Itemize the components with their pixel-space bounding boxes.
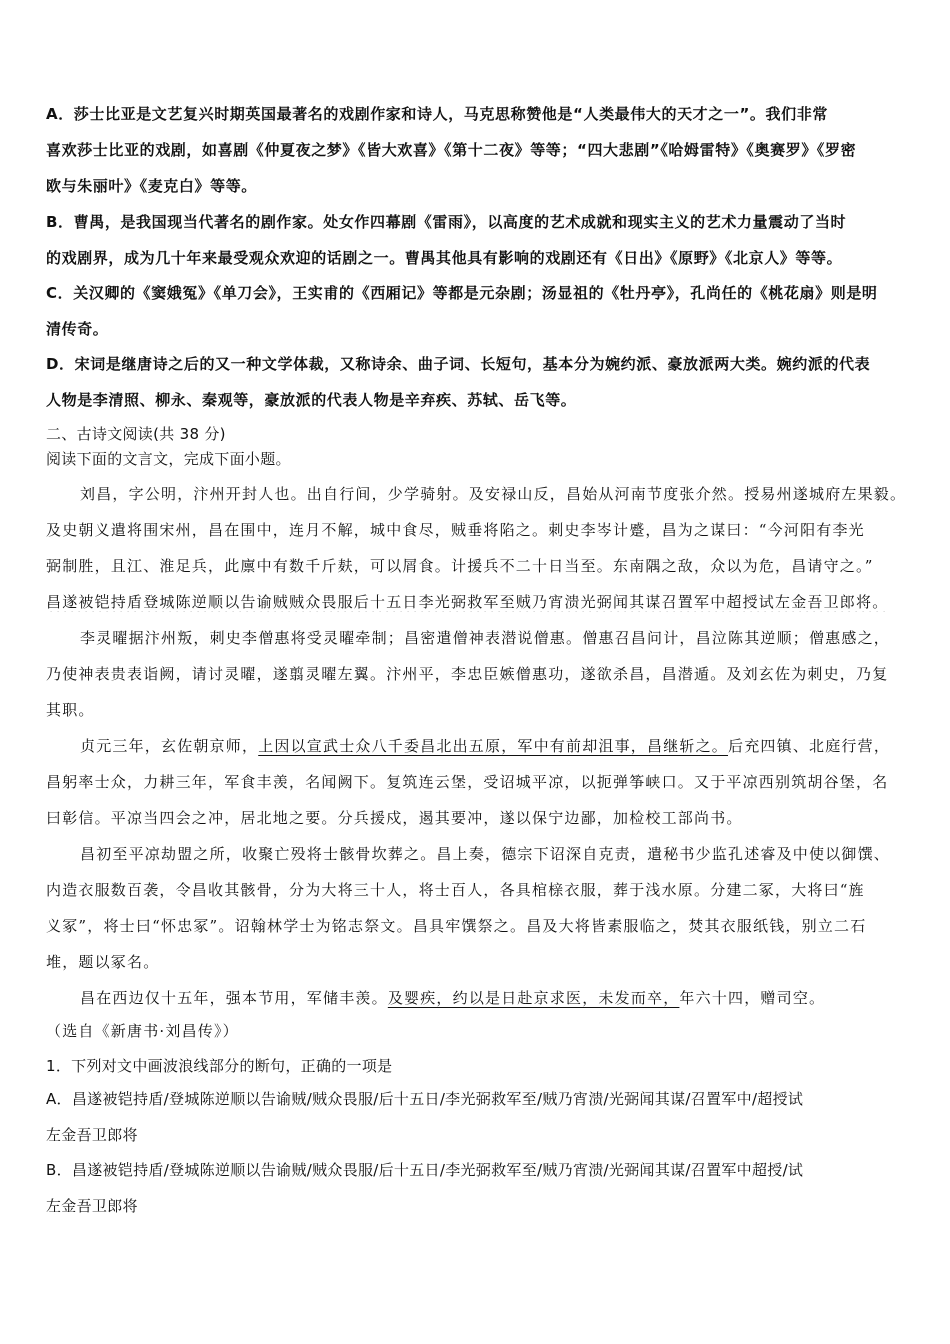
option-a-line-1: A．莎士比亚是文艺复兴时期英国最著名的戏剧作家和诗人，马克思称赞他是“人类最伟大的天才之一”。我们非常: [46, 105, 828, 123]
question-1-option-a-line-2: 左金吾卫郎将: [46, 1126, 138, 1144]
option-d-line-1: D．宋词是继唐诗之后的又一种文学体裁，又称诗余、曲子词、长短句，基本分为婉约派、豪放派两大类。婉约派的代表: [46, 355, 871, 373]
question-1-stem: 1．下列对文中画波浪线部分的断句，正确的一项是: [46, 1057, 393, 1075]
passage-p5-line-1-a: 昌在西边仅十五年，强本节用，军储丰羡。: [80, 989, 388, 1007]
passage-p3-line-1-a: 贞元三年，玄佐朝京师，: [80, 737, 259, 755]
passage-p4-line-1: 昌初至平凉劫盟之所，收聚亡殁将士骸骨坎葬之。昌上奏，德宗下诏深自克责，遣秘书少监孔述睿及中使以御馔、: [80, 845, 891, 863]
section-title: 二、古诗文阅读(共 38 分): [46, 425, 226, 443]
question-1-option-a-line-1: A．昌遂被铠持盾/登城陈逆顺以告谕贼/贼众畏服/后十五日/李光弼救军至/贼乃宵溃/光弼闻其谋/召置军中/超授试: [46, 1090, 804, 1108]
option-b-line-2: 的戏剧界，成为几十年来最受观众欢迎的话剧之一。曹禺其他具有影响的戏剧还有《日出》《原野》《北京人》等等。: [46, 249, 843, 267]
wavy-underlined-text: 昌遂被铠持盾登城陈逆顺以告谕贼贼众畏服后十五日李光弼救军至贼乃宵溃光弼闻其谋召置军中超授试左金吾卫郎将。: [46, 593, 889, 611]
passage-p1-line-4-wavy: [46, 591, 912, 612]
passage-p1-line-2: 及史朝义遣将围宋州，昌在围中，连月不解，城中食尽，贼垂将陷之。刺史李岑计蹙，昌为之谋曰：“今河阳有李光: [46, 521, 865, 539]
passage-p2-line-1: 李灵曜据汴州叛，刺史李僧惠将受灵曜牵制；昌密遣僧神表潜说僧惠。僧惠召昌问计，昌泣陈其逆顺；僧惠感之，: [80, 629, 891, 647]
passage-p1-line-1: 刘昌，字公明，汴州开封人也。出自行间，少学骑射。及安禄山反，昌始从河南节度张介然。授易州遂城府左果毅。: [80, 485, 907, 503]
section-instruction: 阅读下面的文言文，完成下面小题。: [46, 450, 291, 468]
passage-source: （选自《新唐书·刘昌传》）: [46, 1022, 239, 1040]
option-a-line-3: 欧与朱丽叶》《麦克白》等等。: [46, 177, 257, 195]
question-1-option-b-line-1: B．昌遂被铠持盾/登城陈逆顺以告谕贼/贼众畏服/后十五日/李光弼救军至/贼乃宵溃/光弼闻其谋/召置军中超授/试: [46, 1161, 804, 1179]
passage-p3-line-3: 曰彰信。平凉当四会之冲，居北地之要。分兵援戍，遏其要冲，遂以保宁边鄙，加检校工部尚书。: [46, 809, 743, 827]
passage-p4-line-4: 堆，题以冢名。: [46, 953, 160, 971]
option-d-line-2: 人物是李清照、柳永、秦观等，豪放派的代表人物是辛弃疾、苏轼、岳飞等。: [46, 391, 577, 409]
passage-p4-line-2: 内造衣服数百袭，令昌收其骸骨，分为大将三十人，将士百人，各具棺榇衣服，葬于浅水原。分建二冢，大将曰“旌: [46, 881, 865, 899]
passage-p2-line-2: 乃使神表贵表诣阙，请讨灵曜，遂翦灵曜左翼。汴州平，李忠臣嫉僧惠功，遂欲杀昌，昌潜遁。及刘玄佐为刺史，乃复: [46, 665, 889, 683]
passage-p3-line-1-c: 后充四镇、北庭行营，: [728, 737, 891, 755]
option-a-line-2: 喜欢莎士比亚的戏剧，如喜剧《仲夏夜之梦》《皆大欢喜》《第十二夜》等等；“四大悲剧”《哈姆雷特》《奥赛罗》《罗密: [46, 141, 857, 159]
passage-p2-line-3: 其职。: [46, 701, 95, 719]
option-b-line-1: B．曹禺，是我国现当代著名的剧作家。处女作四幕剧《雷雨》，以高度的艺术成就和现实主义的艺术力量震动了当时: [46, 213, 847, 231]
passage-p3-line-2: 昌躬率士众，力耕三年，军食丰羡，名闻阙下。复筑连云堡，受诏城平凉，以扼弹筝峡口。又于平凉西别筑胡谷堡，名: [46, 773, 889, 791]
passage-p5-line-1: [80, 987, 825, 1008]
option-c-line-2: 清传奇。: [46, 320, 109, 338]
question-1-option-b-line-2: 左金吾卫郎将: [46, 1197, 138, 1215]
underlined-sentence-1: 上因以宣武士众八千委昌北出五原，军中有前却沮事，昌继斩之。: [258, 737, 729, 755]
option-c-line-1: C．关汉卿的《窦娥冤》《单刀会》，王实甫的《西厢记》等都是元杂剧；汤显祖的《牡丹亭》，孔尚任的《桃花扇》则是明: [46, 284, 878, 302]
passage-p1-line-3: 弼制胜，且江、淮足兵，此廪中有数千斤麸，可以屑食。计援兵不二十日当至。东南隅之敌，众以为危，昌请守之。”: [46, 557, 874, 575]
underlined-sentence-2: 及婴疾，约以是日赴京求医，未发而卒，: [387, 989, 680, 1007]
passage-p4-line-3: 义冢”，将士曰“怀忠冢”。诏翰林学士为铭志祭文。昌具牢馔祭之。昌及大将皆素服临之，焚其衣服纸钱，别立二石: [46, 917, 867, 935]
passage-p3-line-1: [80, 735, 890, 756]
passage-p5-line-1-c: 年六十四，赠司空。: [679, 989, 826, 1007]
